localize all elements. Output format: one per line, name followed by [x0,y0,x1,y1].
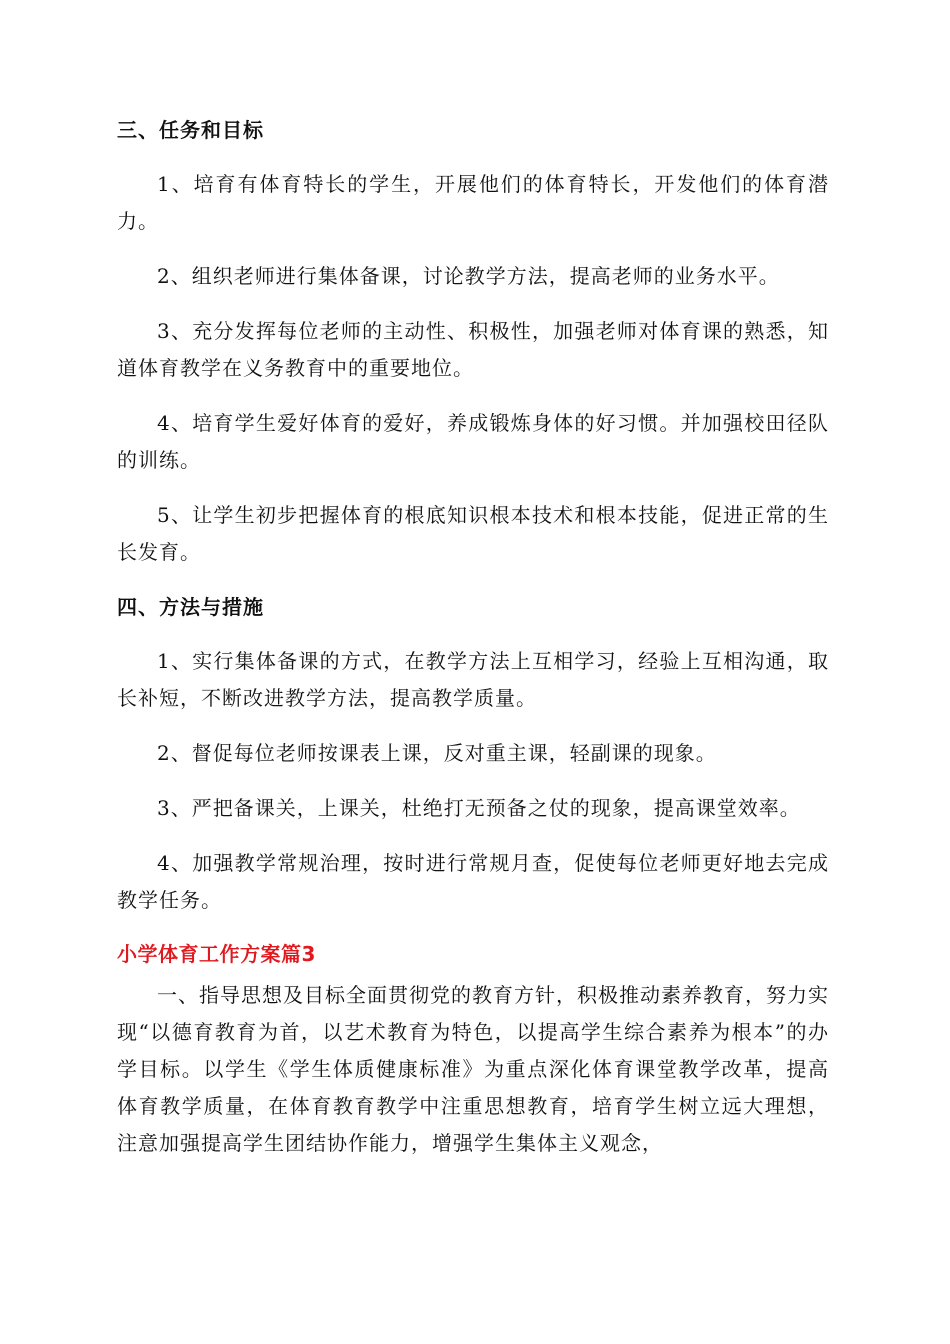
paragraph-task-3: 3、充分发挥每位老师的主动性、积极性，加强老师对体育课的熟悉，知道体育教学在义务教育中的重要地位。 [117,319,829,380]
document-body [117,112,829,1162]
paragraph-method-2: 2、督促每位老师按课表上课，反对重主课，轻副课的现象。 [157,741,717,765]
article-title: 小学体育工作方案篇3 [117,942,316,966]
paragraph-task-4: 4、培育学生爱好体育的爱好，养成锻炼身体的好习惯。并加强校田径队的训练。 [117,411,829,472]
paragraph-task-5: 5、让学生初步把握体育的根底知识根本技术和根本技能，促进正常的生长发育。 [117,503,829,564]
paragraph-method-1: 1、实行集体备课的方式，在教学方法上互相学习，经验上互相沟通，取长补短，不断改进教学方法，提高教学质量。 [117,649,829,710]
paragraph-method-4: 4、加强教学常规治理，按时进行常规月查，促使每位老师更好地去完成教学任务。 [117,851,829,912]
paragraph-task-2: 2、组织老师进行集体备课，讨论教学方法，提高老师的业务水平。 [157,264,780,288]
section-heading-methods: 四、方法与措施 [117,595,264,619]
section-heading-tasks-goals: 三、任务和目标 [117,118,264,142]
paragraph-task-1: 1、培育有体育特长的学生，开展他们的体育特长，开发他们的体育潜力。 [117,172,829,233]
paragraph-guiding-ideology: 一、指导思想及目标全面贯彻党的教育方针，积极推动素养教育，努力实现“以德育教育为首，以艺术教育为特色，以提高学生综合素养为根本”的办学目标。以学生《学生体质健康标准》为重点深化体育课堂教学改革，提高体育教学质量，在体育教育教学中注重思想教育，培育学生树立远大理想，注意加强提高学生团结协作能力，增强学生集体主义观念， [117,983,829,1155]
paragraph-method-3: 3、严把备课关，上课关，杜绝打无预备之仗的现象，提高课堂效率。 [157,796,801,820]
